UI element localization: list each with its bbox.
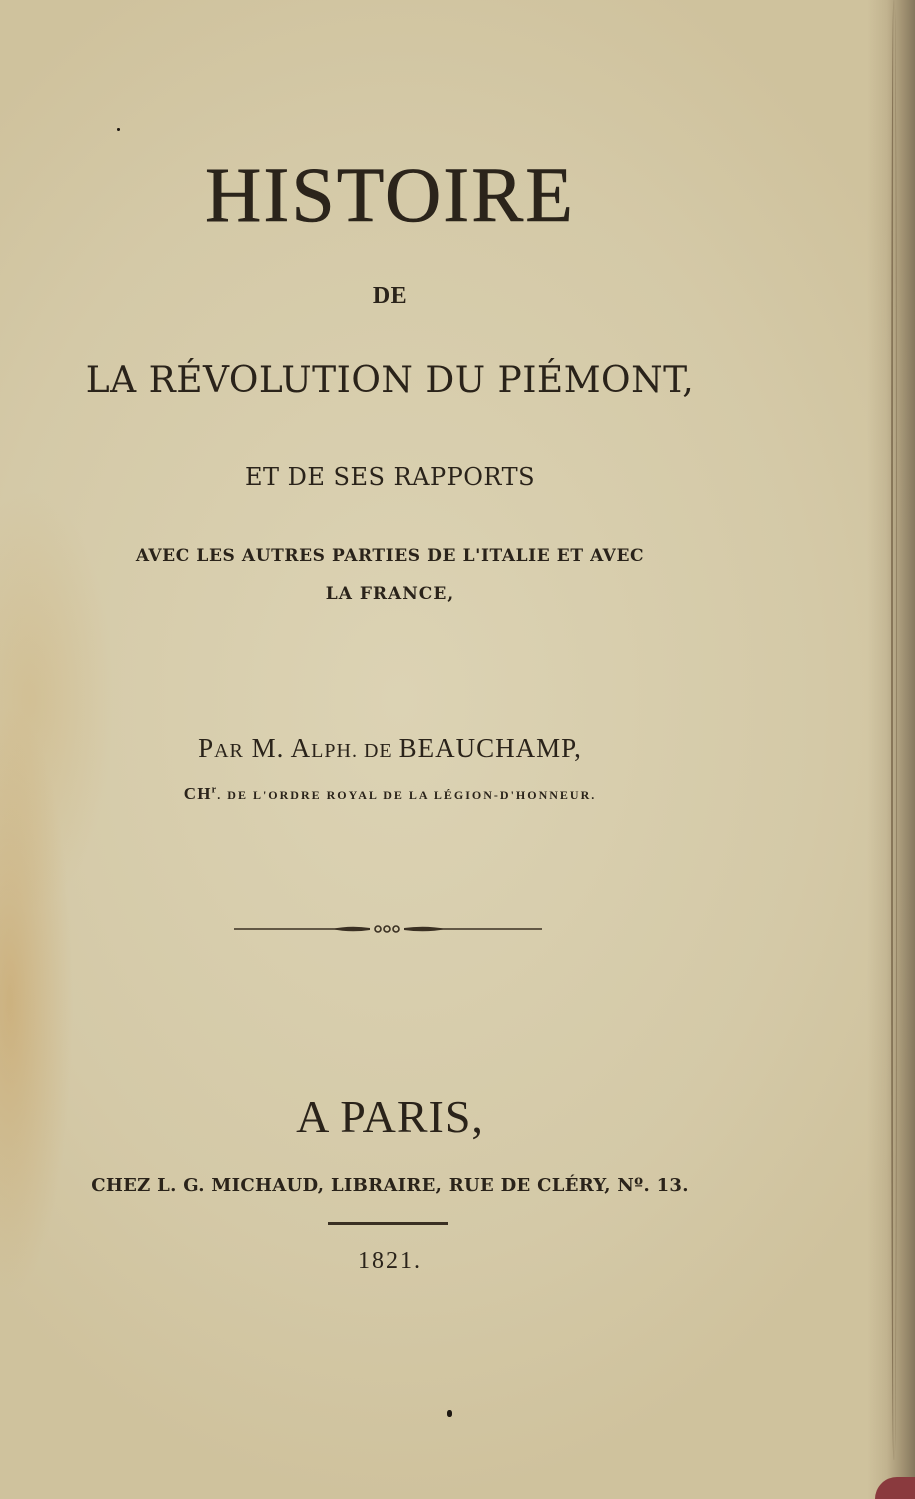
author-honor (0, 784, 780, 804)
author-m: M. A (243, 733, 312, 763)
honor-ch: CH (183, 784, 212, 803)
ornamental-rule (232, 922, 544, 936)
honor-sup: r (211, 784, 218, 796)
book-subtitle: LA RÉVOLUTION DU PIÉMONT, (85, 360, 695, 401)
honor-honneur: ONNEUR. (527, 788, 597, 802)
author-par-initial: P (198, 733, 215, 763)
ink-speck (117, 128, 120, 131)
author-de: DE (357, 740, 399, 762)
author-line (0, 733, 780, 764)
imprint-publisher: CHEZ L. G. MICHAUD, LIBRAIRE, RUE DE CLÉRY, Nº. 13. (91, 1175, 689, 1196)
honor-legion: ÉGION (443, 788, 494, 802)
author-surname: BEAUCHAMP, (398, 733, 582, 763)
honor-rest: . DE L'ORDRE ROYAL DE LA L (217, 788, 444, 802)
honor-dash-d: -D'H (493, 788, 528, 802)
book-title: HISTOIRE (205, 151, 575, 238)
title-connector: DE (372, 283, 408, 309)
book-subtitle-3-line-1: AVEC LES AUTRES PARTIES DE L'ITALIE ET AVEC (135, 546, 645, 566)
author-alph-rest: LPH. (311, 740, 358, 762)
imprint-rule (328, 1222, 448, 1225)
author-par-rest: AR (214, 740, 244, 762)
imprint-year: 1821. (358, 1248, 422, 1274)
ink-speck (447, 1410, 452, 1417)
book-subtitle-3-line-2: LA FRANCE, (325, 584, 455, 604)
deckle-edge (867, 0, 915, 1499)
deckle-edge-fold (891, 0, 897, 1460)
imprint-city: A PARIS, (296, 1091, 484, 1142)
book-subtitle-2: ET DE SES RAPPORTS (244, 463, 536, 491)
